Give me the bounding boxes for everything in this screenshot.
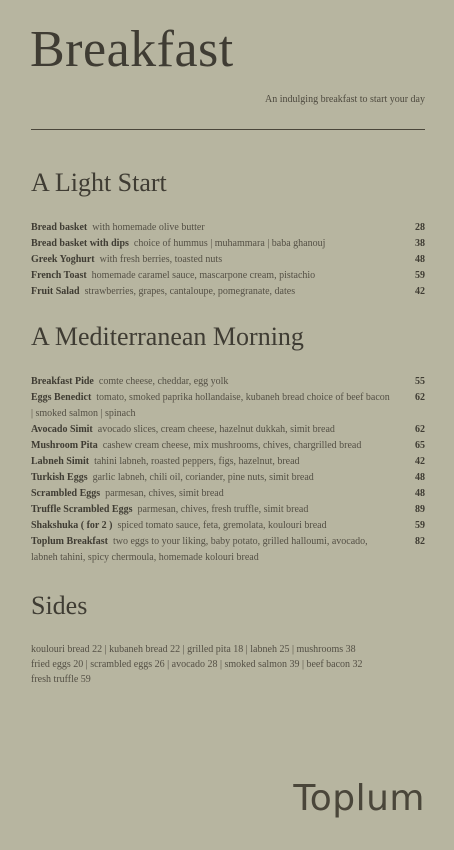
item-name: Turkish Eggs [31,472,88,483]
menu-item [31,534,425,566]
sides-line: fresh truffle 59 [31,674,91,685]
item-name: Greek Yoghurt [31,254,95,265]
section-mediterranean-items [31,374,425,566]
section-title-sides: Sides [31,591,88,620]
item-name: Breakfast Pide [31,376,94,387]
item-price: 48 [415,254,425,265]
item-name: Eggs Benedict [31,392,92,403]
item-price: 48 [415,472,425,483]
sides-list [31,642,425,687]
item-description: parmesan, chives, fresh truffle, simit bread [137,504,309,515]
item-price: 62 [415,424,425,435]
item-description: comte cheese, cheddar, egg yolk [98,376,229,387]
menu-item [31,284,425,300]
item-name: Avocado Simit [31,424,93,435]
item-description: avocado slices, cream cheese, hazelnut dukkah, simit bread [97,424,335,435]
item-price: 89 [415,504,425,515]
item-price: 65 [415,440,425,451]
item-description: strawberries, grapes, cantaloupe, pomegranate, dates [84,286,296,297]
menu-item [31,438,425,454]
item-price: 62 [415,392,425,403]
page-title: Breakfast [30,21,234,78]
item-name: Mushroom Pita [31,440,98,451]
item-description: tahini labneh, roasted peppers, figs, hazelnut, bread [94,456,300,467]
section-light-start-items [31,220,425,300]
item-description: parmesan, chives, simit bread [105,488,224,499]
item-description: two eggs to your liking, baby potato, grilled halloumi, avocado, labneh tahini, spicy chermoula, homemade kolouri bread [31,536,368,563]
item-price: 59 [415,520,425,531]
menu-item [31,518,425,534]
menu-item [31,502,425,518]
menu-item [31,486,425,502]
item-description: tomato, smoked paprika hollandaise, kubaneh bread choice of beef bacon | smoked salmon | spinach [31,392,390,419]
brand-logo: Toplum [293,778,425,819]
item-price: 42 [415,456,425,467]
page-subtitle: An indulging breakfast to start your day [265,94,425,105]
menu-item [31,390,425,422]
menu-item [31,454,425,470]
item-description: homemade caramel sauce, mascarpone cream, pistachio [91,270,316,281]
divider [31,129,425,130]
item-description: with fresh berries, toasted nuts [99,254,223,265]
item-price: 59 [415,270,425,281]
menu-item [31,236,425,252]
menu-item [31,252,425,268]
section-title-mediterranean: A Mediterranean Morning [31,322,304,351]
sides-line: fried eggs 20 | scrambled eggs 26 | avocado 28 | smoked salmon 39 | beef bacon 32 [31,659,363,670]
item-name: Shakshuka ( for 2 ) [31,520,113,531]
menu-item [31,220,425,236]
item-description: cashew cream cheese, mix mushrooms, chives, chargrilled bread [102,440,362,451]
item-name: Labneh Simit [31,456,90,467]
item-name: Fruit Salad [31,286,80,297]
item-price: 28 [415,222,425,233]
item-name: Bread basket with dips [31,238,129,249]
menu-item [31,374,425,390]
item-price: 55 [415,376,425,387]
item-price: 48 [415,488,425,499]
menu-item [31,422,425,438]
item-price: 82 [415,536,425,547]
item-description: spiced tomato sauce, feta, gremolata, koulouri bread [117,520,327,531]
item-name: Bread basket [31,222,88,233]
item-name: Scrambled Eggs [31,488,101,499]
item-price: 42 [415,286,425,297]
menu-item [31,268,425,284]
item-description: garlic labneh, chili oil, coriander, pine nuts, simit bread [92,472,314,483]
item-price: 38 [415,238,425,249]
item-name: Truffle Scrambled Eggs [31,504,133,515]
menu-item [31,470,425,486]
item-description: choice of hummus | muhammara | baba ghanouj [133,238,326,249]
section-title-light-start: A Light Start [31,168,167,197]
sides-line: koulouri bread 22 | kubaneh bread 22 | grilled pita 18 | labneh 25 | mushrooms 38 [31,644,356,655]
item-description: with homemade olive butter [92,222,205,233]
item-name: Toplum Breakfast [31,536,108,547]
item-name: French Toast [31,270,87,281]
